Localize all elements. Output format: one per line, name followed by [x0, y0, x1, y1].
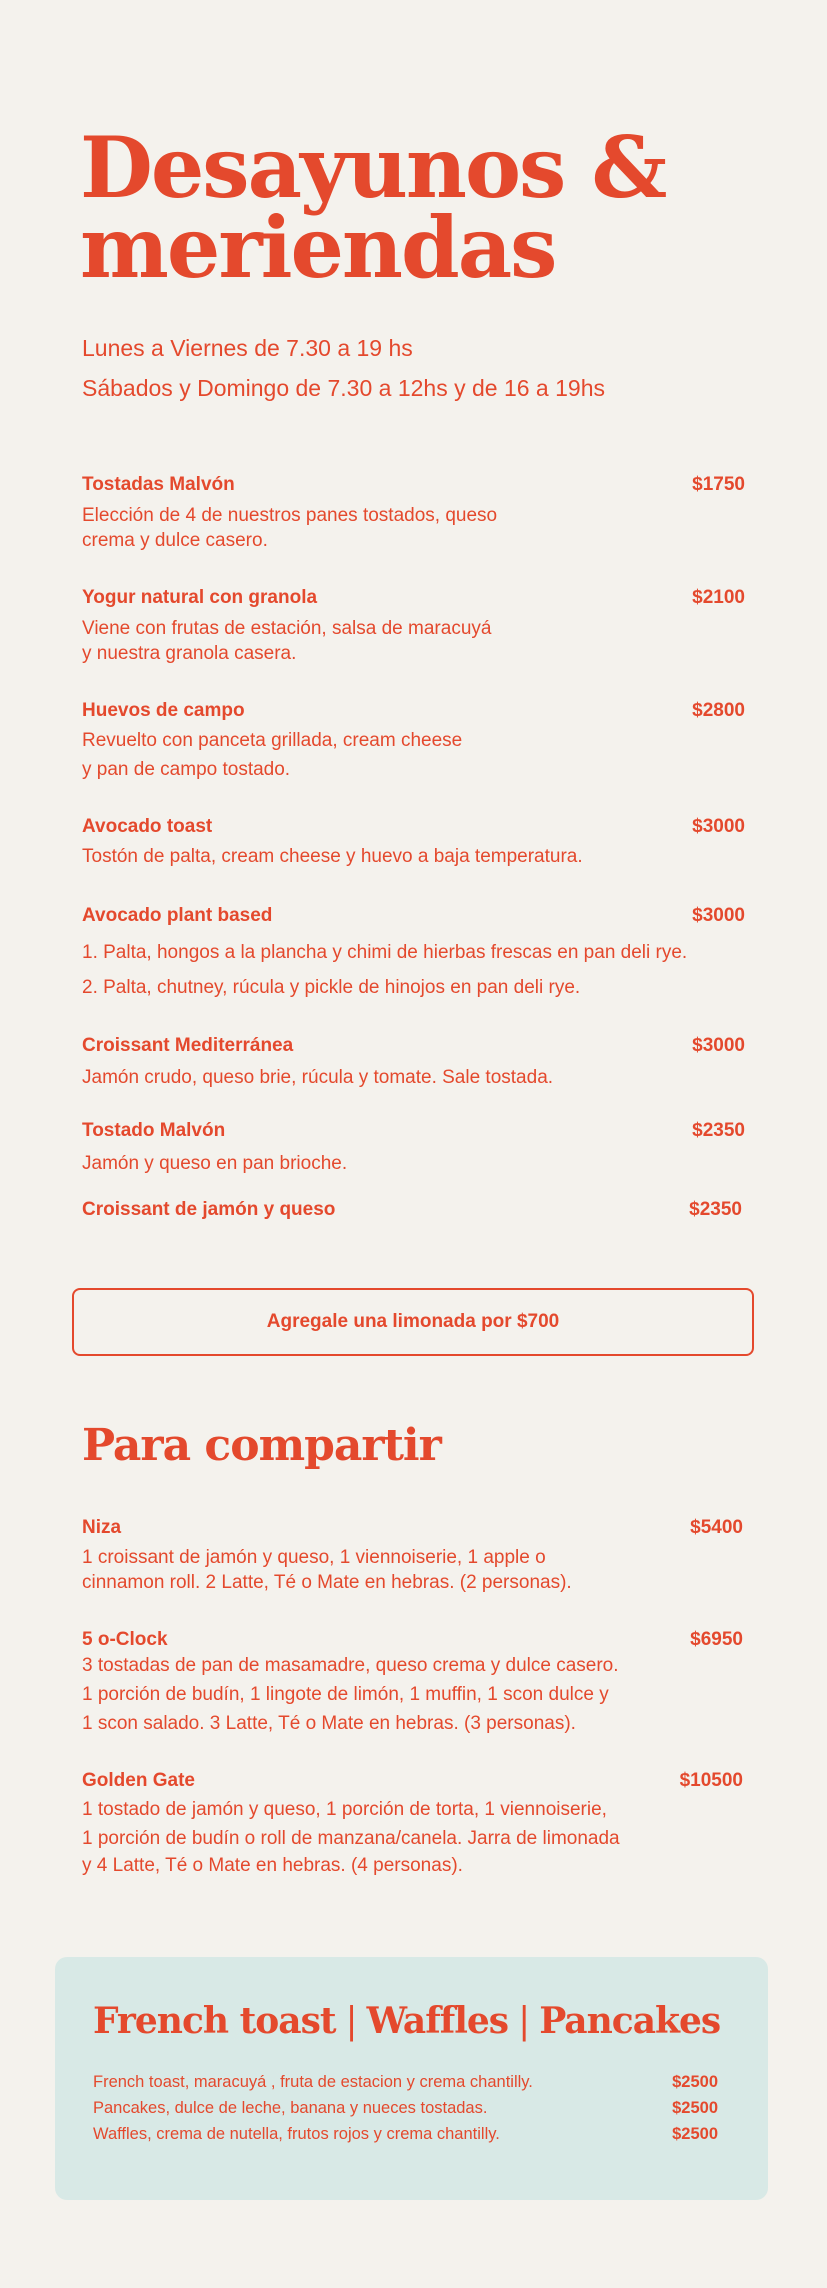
- item-name: Croissant de jamón y queso: [82, 1199, 336, 1220]
- item-description: 2. Palta, chutney, rúcula y pickle de hinojos en pan deli rye.: [82, 977, 581, 998]
- hours-weekdays: Lunes a Viernes de 7.30 a 19 hs: [82, 335, 413, 361]
- item-price: $2100: [692, 587, 745, 608]
- item-name: Tostadas Malvón: [82, 474, 235, 495]
- item-description: 1. Palta, hongos a la plancha y chimi de hierbas frescas en pan deli rye.: [82, 942, 688, 963]
- item-price: $2350: [689, 1199, 742, 1220]
- item-price: $2500: [672, 2099, 718, 2117]
- item-name: 5 o-Clock: [82, 1629, 168, 1650]
- sweets-panel: [55, 1957, 768, 2200]
- item-description: 1 tostado de jamón y queso, 1 porción de torta, 1 viennoiserie,: [82, 1799, 607, 1820]
- item-price: $5400: [690, 1517, 743, 1538]
- item-name: Tostado Malvón: [82, 1120, 226, 1141]
- lemonade-offer: Agregale una limonada por $700: [72, 1288, 754, 1356]
- item-description: y 4 Latte, Té o Mate en hebras. (4 personas).: [82, 1855, 463, 1876]
- section-title-sweets: [93, 1997, 753, 2046]
- item-description: Revuelto con panceta grillada, cream cheese: [82, 730, 463, 751]
- item-description: 1 porción de budín, 1 lingote de limón, 1 muffin, 1 scon dulce y: [82, 1684, 609, 1705]
- page-title: Desayunos & meriendas: [80, 118, 666, 297]
- item-price: $2350: [692, 1120, 745, 1141]
- item-price: $2500: [672, 2073, 718, 2091]
- item-price: $1750: [692, 474, 745, 495]
- item-name: Golden Gate: [82, 1770, 195, 1791]
- item-description: Elección de 4 de nuestros panes tostados, queso: [82, 505, 498, 526]
- title-separator: |: [345, 2001, 357, 2042]
- item-name: Avocado plant based: [82, 905, 273, 926]
- item-description: Jamón y queso en pan brioche.: [82, 1153, 348, 1174]
- item-price: $3000: [692, 816, 745, 837]
- title-waffles: Waffles: [366, 2000, 509, 2042]
- section-title-sharing: Para compartir: [82, 1420, 441, 1471]
- item-description: cinnamon roll. 2 Latte, Té o Mate en hebras. (2 personas).: [82, 1572, 572, 1593]
- item-description: Tostón de palta, cream cheese y huevo a baja temperatura.: [82, 846, 583, 867]
- item-name: Yogur natural con granola: [82, 587, 318, 608]
- title-separator: |: [518, 2001, 530, 2042]
- item-name: Huevos de campo: [82, 700, 245, 721]
- item-price: $2500: [672, 2125, 718, 2143]
- item-description: 1 scon salado. 3 Latte, Té o Mate en hebras. (3 personas).: [82, 1713, 576, 1734]
- item-name: Avocado toast: [82, 816, 213, 837]
- item-description: French toast, maracuyá , fruta de estacion y crema chantilly.: [93, 2073, 533, 2091]
- item-description: y nuestra granola casera.: [82, 643, 297, 664]
- item-description: 1 croissant de jamón y queso, 1 viennoiserie, 1 apple o: [82, 1547, 546, 1568]
- item-description: Jamón crudo, queso brie, rúcula y tomate. Sale tostada.: [82, 1067, 554, 1088]
- item-description: crema y dulce casero.: [82, 530, 268, 551]
- item-name: Croissant Mediterránea: [82, 1035, 294, 1056]
- hours-weekend: Sábados y Domingo de 7.30 a 12hs y de 16 a 19hs: [82, 375, 605, 401]
- title-french-toast: French toast: [93, 2000, 336, 2042]
- item-name: Niza: [82, 1517, 122, 1538]
- item-description: Pancakes, dulce de leche, banana y nueces tostadas.: [93, 2099, 488, 2117]
- item-price: $6950: [690, 1629, 743, 1650]
- item-description: 1 porción de budín o roll de manzana/canela. Jarra de limonada: [82, 1828, 620, 1849]
- title-pancakes: Pancakes: [539, 2000, 721, 2042]
- item-price: $10500: [679, 1770, 743, 1791]
- item-description: Waffles, crema de nutella, frutos rojos y crema chantilly.: [93, 2125, 500, 2143]
- item-description: y pan de campo tostado.: [82, 759, 291, 780]
- item-price: $3000: [692, 905, 745, 926]
- item-price: $3000: [692, 1035, 745, 1056]
- item-price: $2800: [692, 700, 745, 721]
- item-description: 3 tostadas de pan de masamadre, queso crema y dulce casero.: [82, 1655, 619, 1676]
- item-description: Viene con frutas de estación, salsa de maracuyá: [82, 618, 492, 639]
